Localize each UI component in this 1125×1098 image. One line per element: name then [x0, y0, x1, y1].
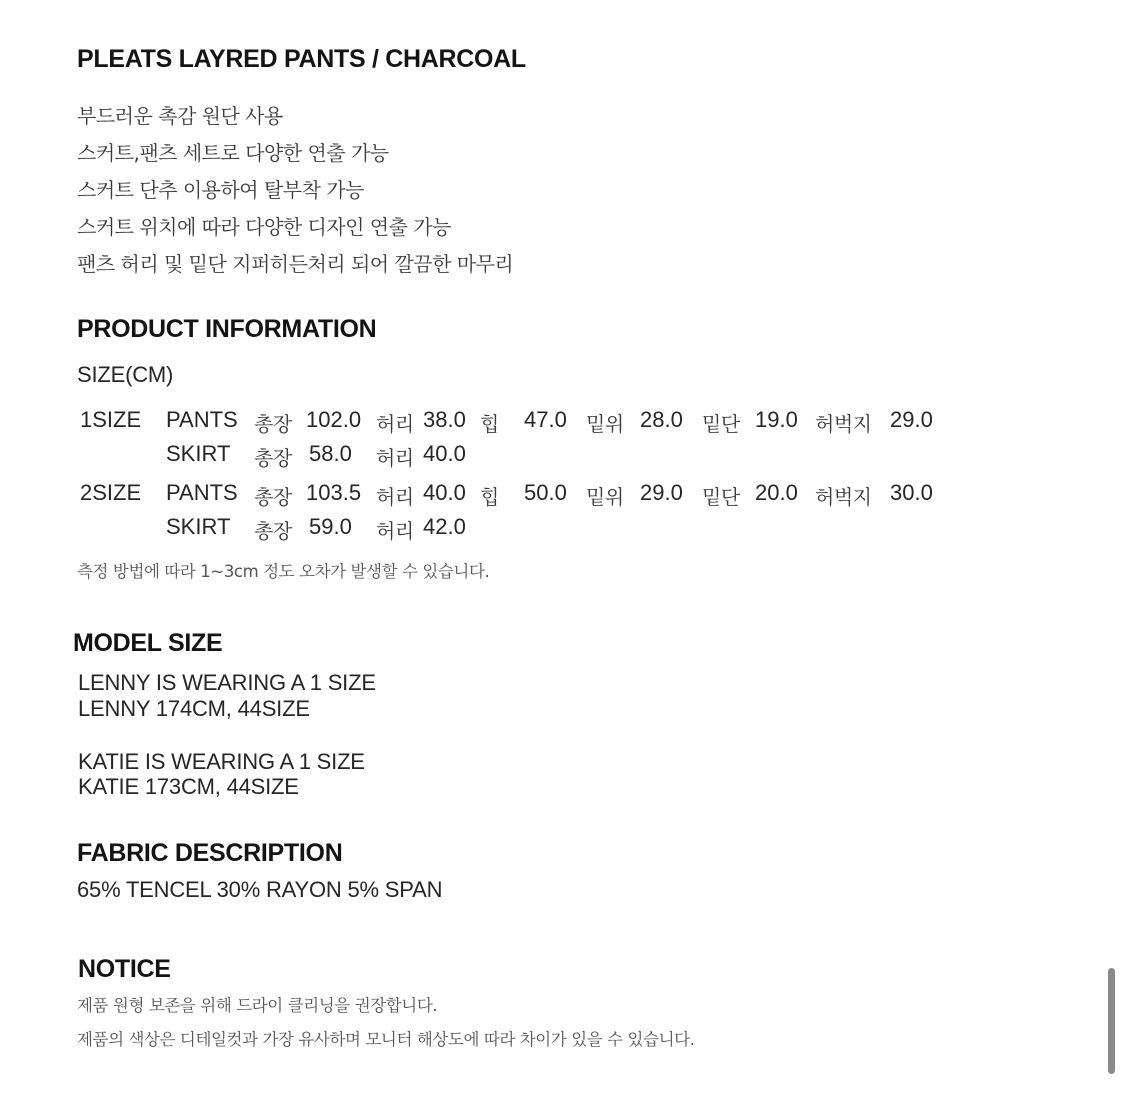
notice-line: 제품 원형 보존을 위해 드라이 클리닝을 권장합니다.: [77, 996, 438, 1015]
feature-line: 스커트 단추 이용하여 탈부착 가능: [77, 178, 364, 202]
measure-label: 허리: [376, 519, 414, 543]
measure-label: 총장: [254, 412, 292, 436]
measure-label: 총장: [254, 485, 292, 509]
measure-value: 28.0: [640, 407, 683, 432]
item-label: PANTS: [166, 407, 238, 432]
measure-value: 47.0: [524, 407, 567, 432]
model-size-line: LENNY 174CM, 44SIZE: [78, 696, 310, 721]
measure-value: 103.5: [306, 480, 362, 505]
item-label: SKIRT: [166, 441, 231, 466]
measure-label: 밑위: [586, 412, 624, 436]
model-size-line: KATIE IS WEARING A 1 SIZE: [78, 749, 365, 774]
measure-label: 힙: [480, 485, 499, 509]
fabric-text: 65% TENCEL 30% RAYON 5% SPAN: [77, 877, 443, 902]
feature-line: 팬츠 허리 및 밑단 지퍼히든처리 되어 깔끔한 마무리: [77, 252, 514, 276]
measure-label: 힙: [480, 412, 499, 436]
measure-value: 50.0: [524, 480, 567, 505]
measure-label: 허리: [376, 485, 414, 509]
measure-value: 20.0: [755, 480, 798, 505]
measure-value: 102.0: [306, 407, 362, 432]
measure-value: 19.0: [755, 407, 798, 432]
item-label: SKIRT: [166, 514, 231, 539]
measure-label: 총장: [254, 446, 292, 470]
fabric-heading: FABRIC DESCRIPTION: [77, 839, 343, 867]
model-size-line: LENNY IS WEARING A 1 SIZE: [78, 670, 376, 695]
measure-label: 총장: [254, 519, 292, 543]
measure-value: 42.0: [423, 514, 466, 539]
measure-label: 밑위: [586, 485, 624, 509]
size-label: 2SIZE: [80, 480, 142, 505]
size-unit-label: SIZE(CM): [77, 362, 174, 387]
measure-value: 40.0: [423, 480, 466, 505]
product-title: PLEATS LAYRED PANTS / CHARCOAL: [77, 45, 526, 73]
measure-label: 밑단: [702, 412, 740, 436]
model-size-heading: MODEL SIZE: [73, 629, 223, 657]
measure-value: 38.0: [423, 407, 466, 432]
measure-label: 허리: [376, 412, 414, 436]
measure-label: 허벅지: [815, 485, 872, 509]
measure-value: 30.0: [890, 480, 933, 505]
measure-value: 29.0: [640, 480, 683, 505]
measure-value: 58.0: [309, 441, 352, 466]
measure-value: 29.0: [890, 407, 933, 432]
measure-value: 59.0: [309, 514, 352, 539]
vertical-scrollbar[interactable]: [1108, 968, 1115, 1074]
measurement-note: 측정 방법에 따라 1~3cm 정도 오차가 발생할 수 있습니다.: [77, 562, 490, 581]
measure-value: 40.0: [423, 441, 466, 466]
measure-label: 허리: [376, 446, 414, 470]
product-information-heading: PRODUCT INFORMATION: [77, 315, 377, 343]
item-label: PANTS: [166, 480, 238, 505]
notice-line: 제품의 색상은 디테일컷과 가장 유사하며 모니터 해상도에 따라 차이가 있을 수 있습니다.: [77, 1030, 695, 1049]
feature-line: 스커트,팬츠 세트로 다양한 연출 가능: [77, 141, 389, 165]
feature-line: 부드러운 촉감 원단 사용: [77, 104, 283, 128]
notice-heading: NOTICE: [78, 955, 171, 983]
model-size-line: KATIE 173CM, 44SIZE: [78, 774, 299, 799]
size-label: 1SIZE: [80, 407, 142, 432]
measure-label: 밑단: [702, 485, 740, 509]
measure-label: 허벅지: [815, 412, 872, 436]
feature-line: 스커트 위치에 따라 다양한 디자인 연출 가능: [77, 215, 451, 239]
